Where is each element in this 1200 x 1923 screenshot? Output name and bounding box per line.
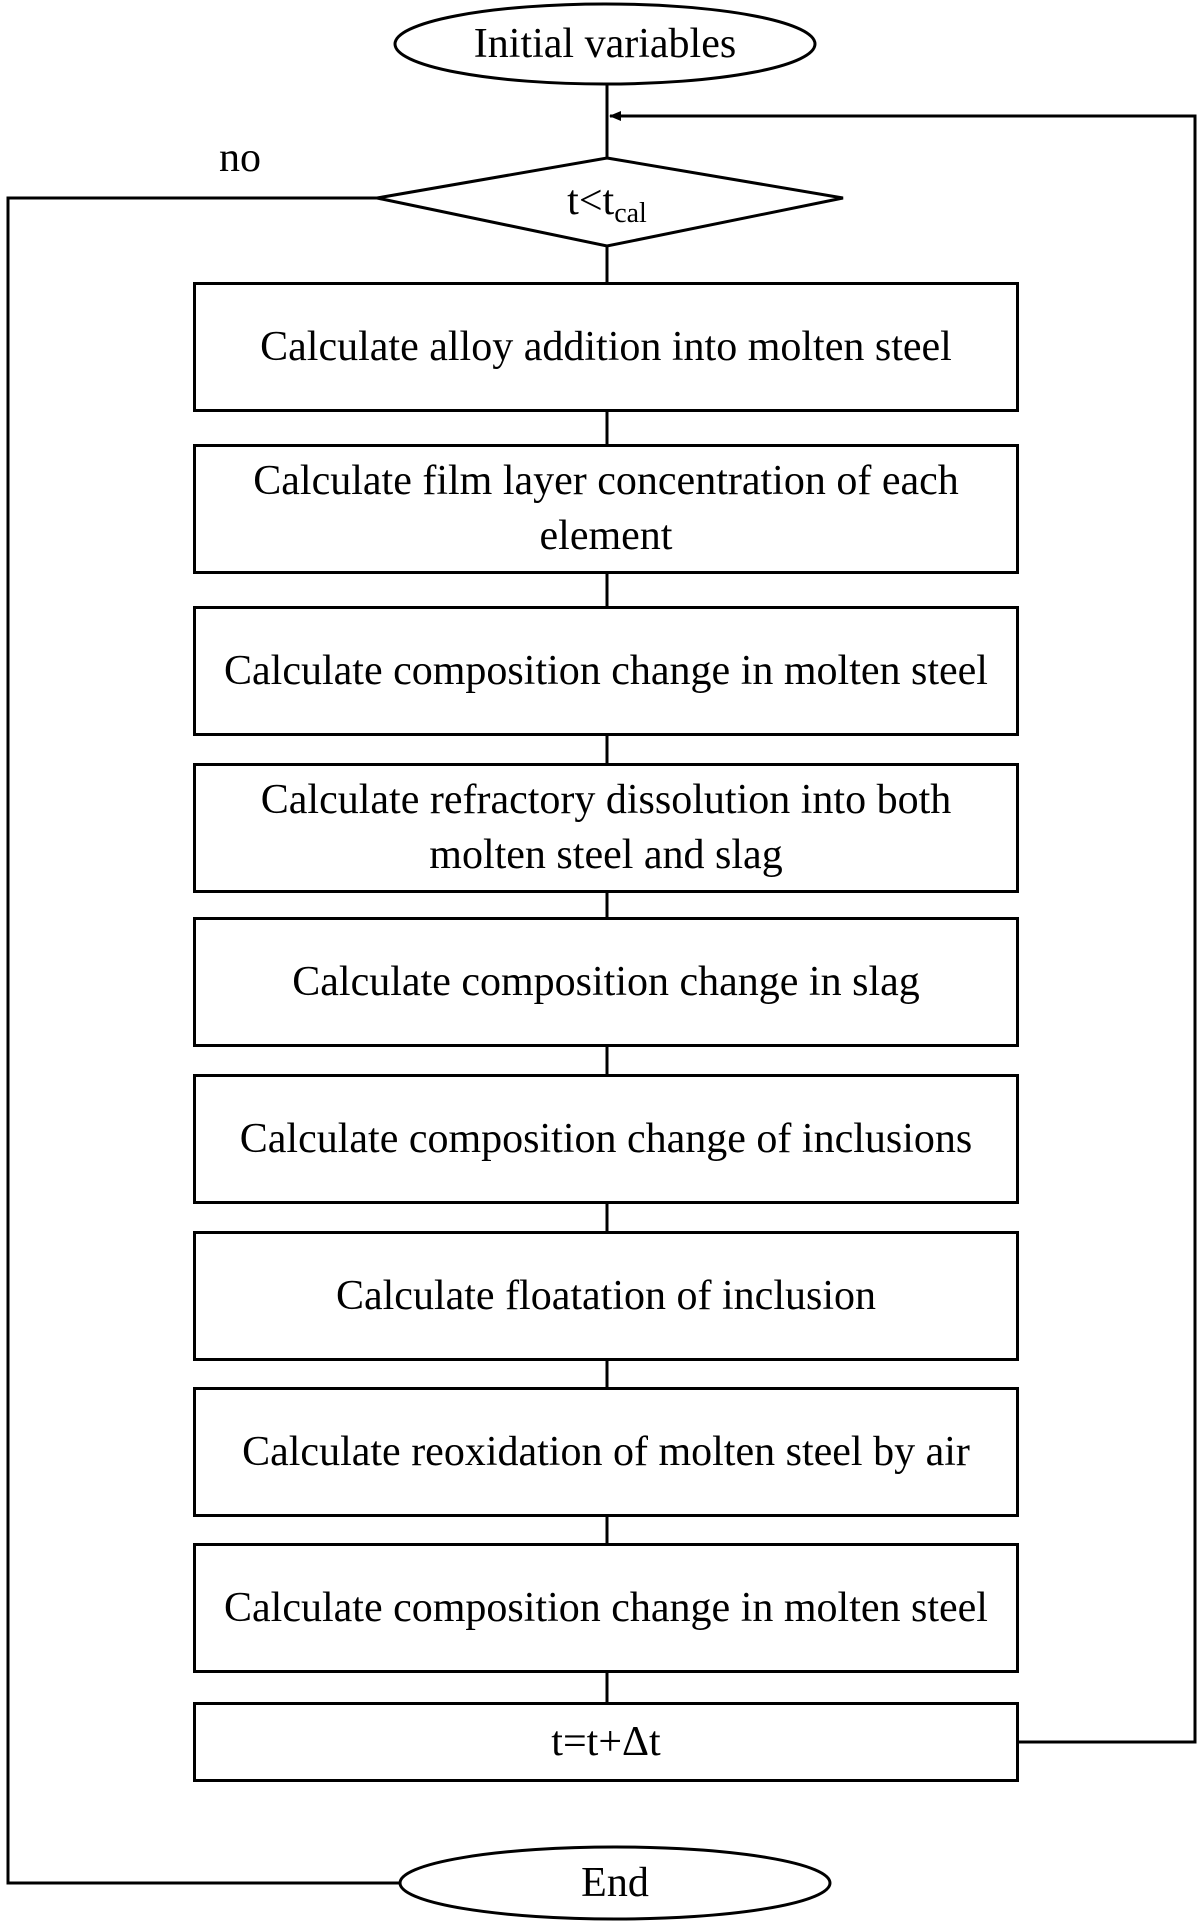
no-branch-label: no xyxy=(219,135,261,181)
process-step-composition-inclusions xyxy=(193,1074,1019,1204)
process-step-text: Calculate floatation of inclusion xyxy=(335,1272,876,1319)
process-step-text: Calculate refractory dissolution into both molten steel and slag xyxy=(260,777,952,878)
process-step-composition-slag xyxy=(193,917,1019,1047)
process-step-time-increment xyxy=(193,1702,1019,1782)
process-step-text: Calculate reoxidation of molten steel by air xyxy=(242,1428,970,1475)
process-step-text: t=t+Δt xyxy=(551,1718,661,1765)
decision-label-base: t<t xyxy=(567,178,615,224)
start-label: Initial variables xyxy=(473,21,737,67)
process-step-film-layer xyxy=(193,444,1019,574)
decision-label xyxy=(467,176,747,229)
process-step-refractory-dissolution xyxy=(193,763,1019,893)
process-step-alloy-addition xyxy=(193,282,1019,412)
decision-label-subscript: cal xyxy=(614,198,647,229)
process-step-composition-steel-final xyxy=(193,1543,1019,1673)
process-step-text: Calculate composition change in slag xyxy=(292,958,920,1005)
process-step-text: Calculate film layer concentration of each element xyxy=(253,458,959,559)
process-step-text: Calculate composition change in molten steel xyxy=(224,647,988,694)
process-step-text: Calculate composition change of inclusions xyxy=(239,1115,973,1162)
end-label: End xyxy=(581,1860,649,1906)
process-step-floatation xyxy=(193,1231,1019,1361)
process-step-composition-steel xyxy=(193,606,1019,736)
process-step-text: Calculate composition change in molten steel xyxy=(224,1584,988,1631)
process-step-text: Calculate alloy addition into molten steel xyxy=(260,323,952,370)
process-step-reoxidation xyxy=(193,1387,1019,1517)
